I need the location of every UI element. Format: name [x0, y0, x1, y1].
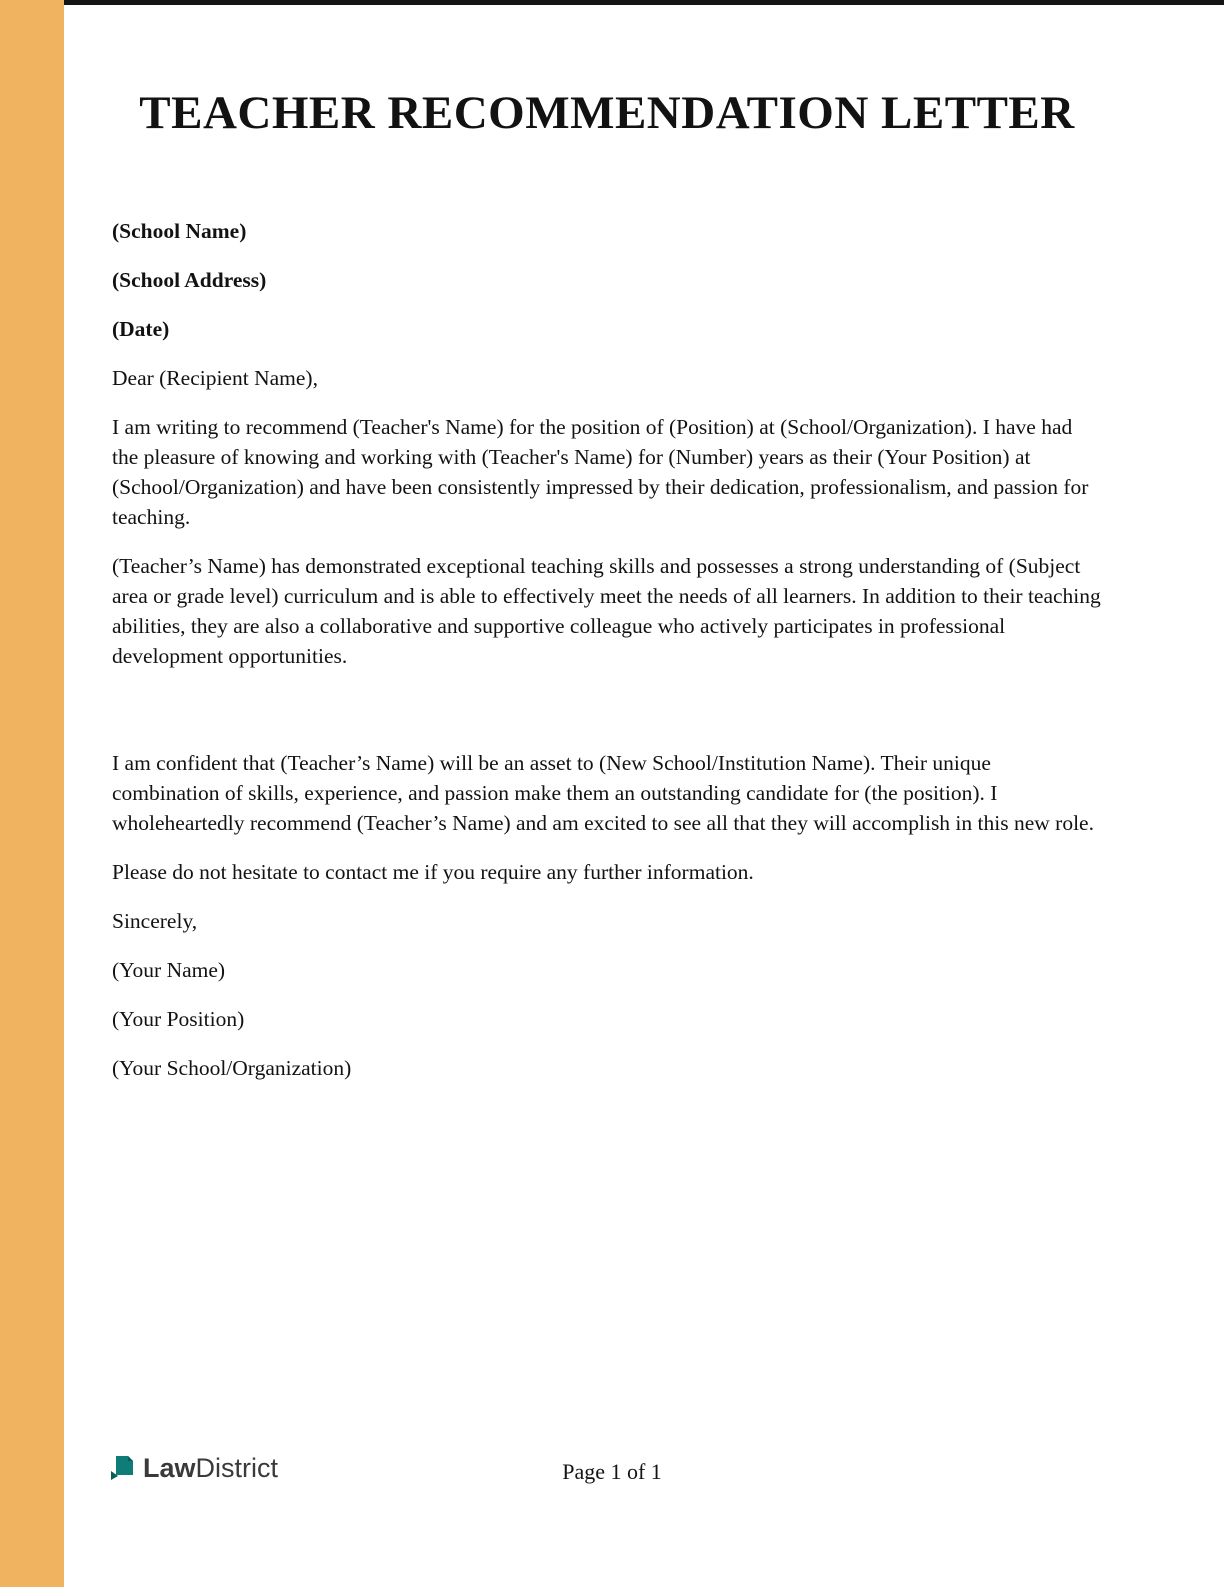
salutation-line: Dear (Recipient Name), [112, 366, 318, 391]
signature-organization-line: (Your School/Organization) [112, 1056, 352, 1081]
brand-text-district: District [195, 1452, 279, 1483]
left-accent-band [0, 0, 64, 1587]
school-name-line: (School Name) [112, 219, 247, 244]
date-line: (Date) [112, 317, 170, 342]
paragraph-skills: (Teacher’s Name) has demonstrated exceptional teaching skills and possesses a strong understanding of (Subject area or grade level) curriculum and is able to effectively meet the needs of all learners. In addition to their teaching abilities, they are also a collaborative and supportive colleague who actively participates in professional development opportunities. [112, 554, 1101, 669]
blank-paragraph-spacer [112, 690, 1102, 748]
signature-position-line: (Your Position) [112, 1007, 245, 1032]
closing-line: Sincerely, [112, 909, 198, 934]
letter-body [112, 0, 1102, 1102]
brand-text-law: Law [143, 1452, 196, 1483]
page-number: Page 1 of 1 [562, 1459, 662, 1484]
paragraph-contact: Please do not hesitate to contact me if you require any further information. [112, 860, 754, 885]
school-address-line: (School Address) [112, 268, 267, 293]
signature-name-line: (Your Name) [112, 958, 226, 983]
paragraph-endorsement: I am confident that (Teacher’s Name) will be an asset to (New School/Institution Name). Their unique combination of skills, experience, and passion make them an outstanding candidate for (the position). I wholeheartedly recommend (Teacher’s Name) and am excited to see all that they will accomplish in this new role. [112, 751, 1094, 836]
letter-title: TEACHER RECOMMENDATION LETTER [139, 87, 1075, 139]
paragraph-introduction: I am writing to recommend (Teacher's Name) for the position of (Position) at (School/Organization). I have had the pleasure of knowing and working with (Teacher's Name) for (Number) years as their (Your Position) at (School/Organization) and have been consistently impressed by their dedication, professionalism, and passion for teaching. [112, 415, 1089, 530]
page-footer [0, 1451, 1224, 1495]
